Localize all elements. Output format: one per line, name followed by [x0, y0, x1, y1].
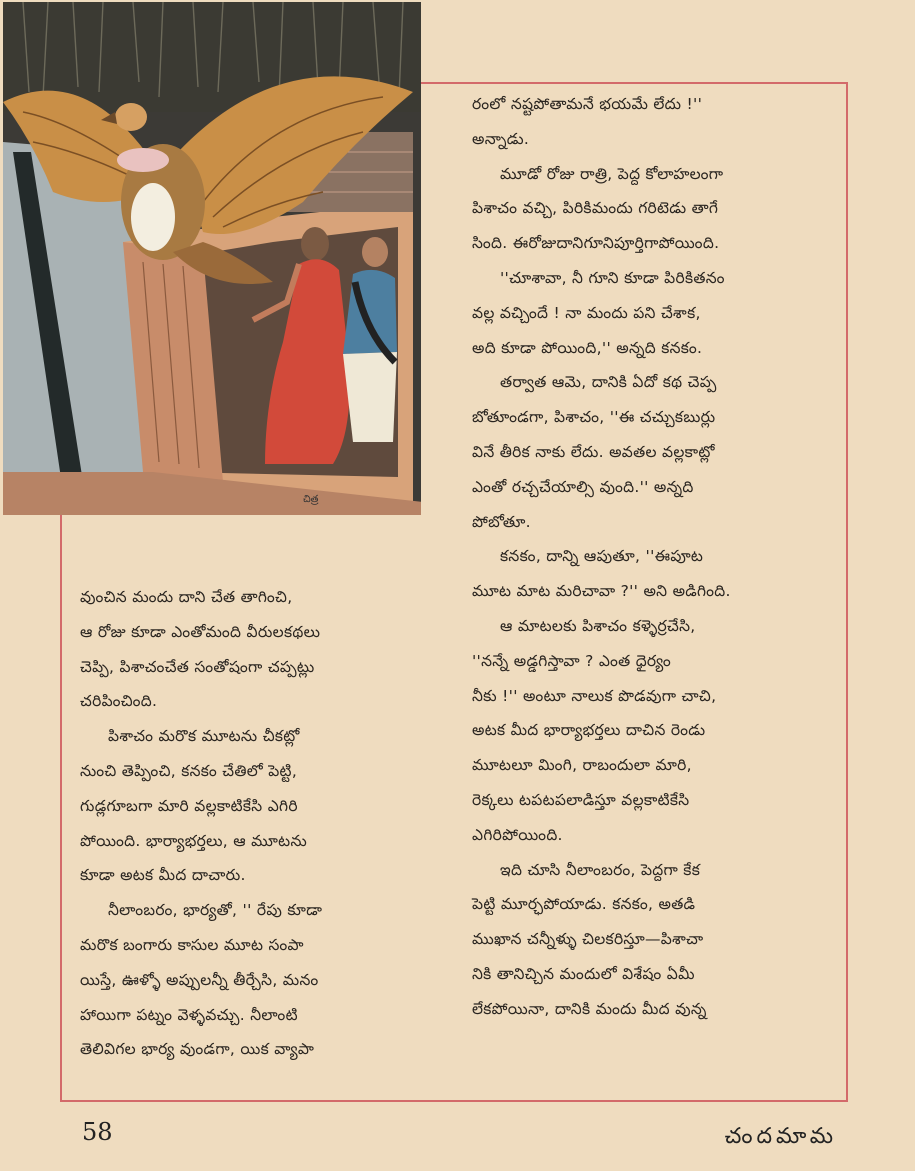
left-column: [80, 580, 444, 1067]
paragraph: పిశాచం మరొక మూటను చీకట్లో నుంచి తెప్పించి, కనకం చేతిలో పెట్టి, గుడ్లగూబగా మారి వల్లకాటికేసి ఎగిరి పోయింది. భార్యాభర్తలు, ఆ మూటను కూడా అటక మీద దాచారు.: [80, 727, 307, 885]
paragraph: రంలో నష్టపోతామనే భయమే లేదు !'' అన్నాడు.: [472, 95, 703, 148]
right-column: [472, 87, 836, 1027]
paragraph: తర్వాత ఆమె, దానికి ఏదో కథ చెప్ప బోతూండగా, పిశాచం, ''ఈ చచ్చుకబుర్లు వినే తీరిక నాకు లేదు. అవతల వల్లకాట్లో ఎంతో రచ్చచేయాల్సి వుంది.'' అన్నది పోబోతూ.: [472, 373, 717, 531]
paragraph: ఆ మాటలకు పిశాచం కళ్ళెర్రచేసి, ''నన్నే అడ్డగిస్తావా ? ఎంత ధైర్యం నీకు !'' అంటూ నాలుక పొడవుగా చాచి, అటక మీద భార్యాభర్తలు దాచిన రెండు మూటలూ మింగి, రాబందులా మారి, రెక్కలు టపటపలాడిస్తూ వల్లకాటికేసి ఎగిరిపోయింది.: [472, 616, 717, 844]
paragraph: ఇది చూసి నీలాంబరం, పెద్దగా కేక పెట్టి మూర్ఛపోయాడు. కనకం, అతడి ముఖాన చన్నీళ్ళు చిలకరిస్తూ—పిశాచా నికి తానిచ్చిన మందులో విశేషం ఏమీ లేకపోయినా, దానికి మందు మీద వున్న: [472, 860, 707, 1018]
page-number: 58: [82, 1118, 113, 1146]
paragraph: కనకం, దాన్ని ఆపుతూ, ''ఈపూట మూట మాట మరిచావా ?'' అని అడిగింది.: [472, 547, 731, 601]
magazine-name: చందమామ: [724, 1124, 837, 1149]
paragraph: వుంచిన మందు దాని చేత తాగించి, ఆ రోజు కూడా ఎంతోమంది వీరులకథలు చెప్పి, పిశాచంచేత సంతోషంగా చప్పట్లు చరిపించింది.: [80, 588, 321, 711]
artist-signature: చిత్ర: [303, 494, 319, 505]
paragraph: నీలాంబరం, భార్యతో, '' రేపు కూడా మరొక బంగారు కాసుల మూట సంపా యిస్తే, ఊళ్ళో అప్పులన్నీ తీర్చేసి, మనం హాయిగా పట్నం వెళ్ళవచ్చు. నీలాంటి తెలివిగల భార్య వుండగా, యిక వ్యాపా: [80, 901, 323, 1059]
paragraph: మూడో రోజు రాత్రి, పెద్ద కోలాహలంగా పిశాచం వచ్చి, పిరికిమందు గరిటెడు తాగే సింది. ఈరోజుదానిగూనిపూర్తిగాపోయింది.: [472, 164, 724, 253]
paragraph: ''చూశావా, నీ గూని కూడా పిరికితనం వల్ల వచ్చిందే ! నా మందు పని చేశాక, అది కూడా పోయింది,'' అన్నది కనకం.: [472, 268, 725, 357]
story-illustration: [3, 2, 421, 515]
vulture-and-couple-illustration: [3, 2, 421, 515]
